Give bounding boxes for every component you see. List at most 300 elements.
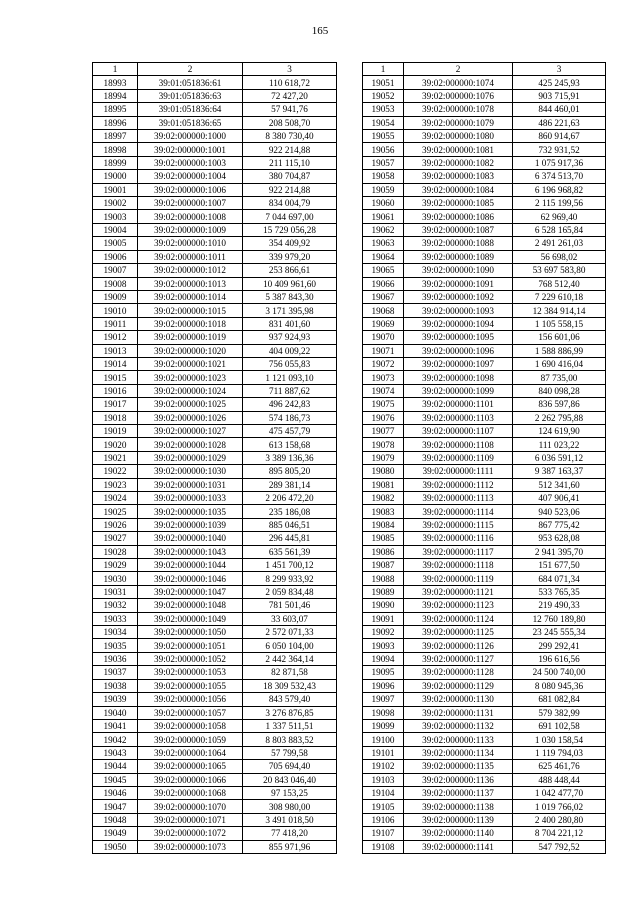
table-row bbox=[93, 130, 337, 143]
cell-cadastral-number: 39:02:000000:1028 bbox=[138, 438, 243, 451]
table-row bbox=[93, 693, 337, 706]
cell-number: 19077 bbox=[363, 424, 404, 437]
cell-value: 940 523,06 bbox=[513, 505, 606, 518]
cell-number: 19080 bbox=[363, 465, 404, 478]
cell-cadastral-number: 39:02:000000:1021 bbox=[138, 357, 243, 370]
cell-number: 19076 bbox=[363, 411, 404, 424]
cell-number: 19087 bbox=[363, 559, 404, 572]
cell-value: 1 690 416,04 bbox=[513, 357, 606, 370]
cell-value: 496 242,83 bbox=[243, 398, 337, 411]
cell-number: 19010 bbox=[93, 304, 138, 317]
table-row bbox=[93, 89, 337, 102]
cell-number: 19099 bbox=[363, 719, 404, 732]
cell-value: 613 158,68 bbox=[243, 438, 337, 451]
cell-cadastral-number: 39:02:000000:1121 bbox=[404, 585, 513, 598]
cell-number: 19086 bbox=[363, 545, 404, 558]
cell-number: 19020 bbox=[93, 438, 138, 451]
cell-cadastral-number: 39:02:000000:1071 bbox=[138, 813, 243, 826]
cell-number: 19061 bbox=[363, 210, 404, 223]
cell-value: 208 508,70 bbox=[243, 116, 337, 129]
cell-cadastral-number: 39:02:000000:1064 bbox=[138, 746, 243, 759]
table-row bbox=[363, 599, 606, 612]
cell-cadastral-number: 39:02:000000:1046 bbox=[138, 572, 243, 585]
cell-cadastral-number: 39:02:000000:1044 bbox=[138, 559, 243, 572]
cell-value: 253 866,61 bbox=[243, 264, 337, 277]
cell-value: 2 941 395,70 bbox=[513, 545, 606, 558]
cell-cadastral-number: 39:02:000000:1114 bbox=[404, 505, 513, 518]
cell-number: 19069 bbox=[363, 317, 404, 330]
cell-value: 756 055,83 bbox=[243, 357, 337, 370]
cell-number: 19000 bbox=[93, 170, 138, 183]
cell-number: 19024 bbox=[93, 492, 138, 505]
cell-number: 19058 bbox=[363, 170, 404, 183]
cell-value: 235 186,08 bbox=[243, 505, 337, 518]
cell-value: 2 442 364,14 bbox=[243, 652, 337, 665]
cell-cadastral-number: 39:02:000000:1079 bbox=[404, 116, 513, 129]
table-row bbox=[363, 800, 606, 813]
cell-number: 19047 bbox=[93, 800, 138, 813]
cell-cadastral-number: 39:01:051836:65 bbox=[138, 116, 243, 129]
cell-value: 8 803 883,52 bbox=[243, 733, 337, 746]
cell-number: 19101 bbox=[363, 746, 404, 759]
table-row bbox=[93, 465, 337, 478]
cell-cadastral-number: 39:01:051836:64 bbox=[138, 103, 243, 116]
cell-number: 19046 bbox=[93, 786, 138, 799]
table-row bbox=[363, 733, 606, 746]
cell-cadastral-number: 39:02:000000:1039 bbox=[138, 518, 243, 531]
cell-number: 19007 bbox=[93, 264, 138, 277]
cell-cadastral-number: 39:02:000000:1085 bbox=[404, 197, 513, 210]
table-row bbox=[93, 679, 337, 692]
table-row bbox=[93, 532, 337, 545]
table-row bbox=[93, 264, 337, 277]
cell-cadastral-number: 39:02:000000:1001 bbox=[138, 143, 243, 156]
table-row bbox=[363, 411, 606, 424]
cell-value: 732 931,52 bbox=[513, 143, 606, 156]
cell-cadastral-number: 39:02:000000:1047 bbox=[138, 585, 243, 598]
table-row bbox=[363, 572, 606, 585]
table-row bbox=[363, 264, 606, 277]
cell-cadastral-number: 39:02:000000:1003 bbox=[138, 156, 243, 169]
cell-cadastral-number: 39:02:000000:1027 bbox=[138, 424, 243, 437]
cell-cadastral-number: 39:02:000000:1023 bbox=[138, 371, 243, 384]
table-row bbox=[363, 666, 606, 679]
cell-cadastral-number: 39:02:000000:1040 bbox=[138, 532, 243, 545]
cell-number: 19096 bbox=[363, 679, 404, 692]
cell-cadastral-number: 39:02:000000:1020 bbox=[138, 344, 243, 357]
cell-number: 19008 bbox=[93, 277, 138, 290]
table-row bbox=[363, 532, 606, 545]
table-row bbox=[93, 290, 337, 303]
table-row bbox=[363, 639, 606, 652]
cell-number: 19027 bbox=[93, 532, 138, 545]
cell-cadastral-number: 39:02:000000:1093 bbox=[404, 304, 513, 317]
cell-number: 19067 bbox=[363, 290, 404, 303]
cell-number: 19090 bbox=[363, 599, 404, 612]
cell-cadastral-number: 39:02:000000:1123 bbox=[404, 599, 513, 612]
cell-number: 19012 bbox=[93, 331, 138, 344]
cell-number: 19108 bbox=[363, 840, 404, 853]
cell-number: 19070 bbox=[363, 331, 404, 344]
cell-cadastral-number: 39:02:000000:1092 bbox=[404, 290, 513, 303]
table-row bbox=[363, 116, 606, 129]
cell-cadastral-number: 39:02:000000:1011 bbox=[138, 250, 243, 263]
table-row bbox=[363, 518, 606, 531]
table-row bbox=[93, 451, 337, 464]
table-row bbox=[93, 786, 337, 799]
cell-value: 681 082,84 bbox=[513, 693, 606, 706]
cell-value: 339 979,20 bbox=[243, 250, 337, 263]
table-row bbox=[363, 492, 606, 505]
cell-value: 867 775,42 bbox=[513, 518, 606, 531]
cell-value: 57 799,58 bbox=[243, 746, 337, 759]
cell-value: 625 461,76 bbox=[513, 760, 606, 773]
table-row bbox=[363, 357, 606, 370]
cell-cadastral-number: 39:02:000000:1128 bbox=[404, 666, 513, 679]
cell-value: 2 059 834,48 bbox=[243, 585, 337, 598]
table-row bbox=[363, 827, 606, 840]
table-row bbox=[363, 183, 606, 196]
table-row bbox=[93, 639, 337, 652]
column-header-cadastral: 2 bbox=[404, 63, 513, 76]
cell-number: 19004 bbox=[93, 223, 138, 236]
table-row bbox=[93, 170, 337, 183]
cell-number: 19054 bbox=[363, 116, 404, 129]
cell-cadastral-number: 39:02:000000:1094 bbox=[404, 317, 513, 330]
cell-number: 19002 bbox=[93, 197, 138, 210]
cell-number: 19032 bbox=[93, 599, 138, 612]
cell-number: 19059 bbox=[363, 183, 404, 196]
cell-cadastral-number: 39:02:000000:1059 bbox=[138, 733, 243, 746]
cell-value: 6 528 165,84 bbox=[513, 223, 606, 236]
cell-number: 18994 bbox=[93, 89, 138, 102]
cell-cadastral-number: 39:02:000000:1012 bbox=[138, 264, 243, 277]
table-row bbox=[363, 250, 606, 263]
register-table-left bbox=[92, 62, 337, 854]
cell-number: 19019 bbox=[93, 424, 138, 437]
cell-value: 574 186,73 bbox=[243, 411, 337, 424]
cell-value: 860 914,67 bbox=[513, 130, 606, 143]
cell-cadastral-number: 39:02:000000:1068 bbox=[138, 786, 243, 799]
cell-value: 196 616,56 bbox=[513, 652, 606, 665]
cell-cadastral-number: 39:02:000000:1000 bbox=[138, 130, 243, 143]
table-row bbox=[93, 197, 337, 210]
cell-value: 6 050 104,00 bbox=[243, 639, 337, 652]
table-row bbox=[363, 438, 606, 451]
cell-cadastral-number: 39:02:000000:1048 bbox=[138, 599, 243, 612]
cell-number: 19043 bbox=[93, 746, 138, 759]
table-row bbox=[93, 424, 337, 437]
column-header-value: 3 bbox=[243, 63, 337, 76]
cell-cadastral-number: 39:02:000000:1125 bbox=[404, 626, 513, 639]
cell-cadastral-number: 39:02:000000:1112 bbox=[404, 478, 513, 491]
cell-number: 19075 bbox=[363, 398, 404, 411]
table-row bbox=[363, 746, 606, 759]
cell-cadastral-number: 39:02:000000:1043 bbox=[138, 545, 243, 558]
cell-number: 19062 bbox=[363, 223, 404, 236]
cell-cadastral-number: 39:02:000000:1008 bbox=[138, 210, 243, 223]
table-row bbox=[363, 398, 606, 411]
cell-number: 19045 bbox=[93, 773, 138, 786]
cell-number: 18996 bbox=[93, 116, 138, 129]
cell-number: 19031 bbox=[93, 585, 138, 598]
cell-value: 1 042 477,70 bbox=[513, 786, 606, 799]
cell-number: 19072 bbox=[363, 357, 404, 370]
cell-cadastral-number: 39:02:000000:1051 bbox=[138, 639, 243, 652]
cell-cadastral-number: 39:02:000000:1109 bbox=[404, 451, 513, 464]
table-row bbox=[363, 693, 606, 706]
table-row bbox=[93, 250, 337, 263]
cell-cadastral-number: 39:02:000000:1115 bbox=[404, 518, 513, 531]
cell-value: 922 214,88 bbox=[243, 143, 337, 156]
table-row bbox=[93, 612, 337, 625]
table-row bbox=[363, 210, 606, 223]
cell-cadastral-number: 39:02:000000:1135 bbox=[404, 760, 513, 773]
table-row bbox=[363, 170, 606, 183]
table-row bbox=[93, 478, 337, 491]
cell-number: 19065 bbox=[363, 264, 404, 277]
cell-cadastral-number: 39:02:000000:1024 bbox=[138, 384, 243, 397]
cell-cadastral-number: 39:02:000000:1116 bbox=[404, 532, 513, 545]
cell-number: 18995 bbox=[93, 103, 138, 116]
cell-number: 19093 bbox=[363, 639, 404, 652]
cell-number: 19035 bbox=[93, 639, 138, 652]
cell-number: 19050 bbox=[93, 840, 138, 853]
table-row bbox=[363, 290, 606, 303]
cell-value: 903 715,91 bbox=[513, 89, 606, 102]
cell-value: 15 729 056,28 bbox=[243, 223, 337, 236]
cell-value: 6 374 513,70 bbox=[513, 170, 606, 183]
cell-cadastral-number: 39:02:000000:1080 bbox=[404, 130, 513, 143]
cell-cadastral-number: 39:02:000000:1007 bbox=[138, 197, 243, 210]
cell-cadastral-number: 39:02:000000:1018 bbox=[138, 317, 243, 330]
table-row bbox=[93, 626, 337, 639]
table-row bbox=[93, 371, 337, 384]
cell-number: 19018 bbox=[93, 411, 138, 424]
cell-cadastral-number: 39:02:000000:1099 bbox=[404, 384, 513, 397]
table-row bbox=[363, 626, 606, 639]
cell-number: 19044 bbox=[93, 760, 138, 773]
cell-number: 19037 bbox=[93, 666, 138, 679]
table-row bbox=[363, 223, 606, 236]
table-row bbox=[93, 210, 337, 223]
table-row bbox=[93, 156, 337, 169]
cell-value: 486 221,63 bbox=[513, 116, 606, 129]
cell-cadastral-number: 39:02:000000:1033 bbox=[138, 492, 243, 505]
cell-cadastral-number: 39:02:000000:1138 bbox=[404, 800, 513, 813]
table-row bbox=[93, 331, 337, 344]
cell-cadastral-number: 39:02:000000:1031 bbox=[138, 478, 243, 491]
cell-cadastral-number: 39:02:000000:1074 bbox=[404, 76, 513, 89]
cell-cadastral-number: 39:02:000000:1141 bbox=[404, 840, 513, 853]
cell-number: 19094 bbox=[363, 652, 404, 665]
cell-value: 711 887,62 bbox=[243, 384, 337, 397]
cell-number: 19103 bbox=[363, 773, 404, 786]
cell-cadastral-number: 39:02:000000:1019 bbox=[138, 331, 243, 344]
cell-value: 7 044 697,00 bbox=[243, 210, 337, 223]
table-row bbox=[93, 706, 337, 719]
cell-number: 19006 bbox=[93, 250, 138, 263]
cell-number: 19016 bbox=[93, 384, 138, 397]
table-row bbox=[363, 197, 606, 210]
cell-number: 19056 bbox=[363, 143, 404, 156]
table-row bbox=[363, 559, 606, 572]
table-row bbox=[93, 773, 337, 786]
table-row bbox=[93, 652, 337, 665]
cell-value: 211 115,10 bbox=[243, 156, 337, 169]
cell-value: 9 387 163,37 bbox=[513, 465, 606, 478]
cell-value: 6 036 591,12 bbox=[513, 451, 606, 464]
table-row bbox=[363, 103, 606, 116]
cell-cadastral-number: 39:02:000000:1086 bbox=[404, 210, 513, 223]
table-row bbox=[93, 760, 337, 773]
cell-value: 843 579,40 bbox=[243, 693, 337, 706]
cell-cadastral-number: 39:02:000000:1004 bbox=[138, 170, 243, 183]
table-row bbox=[363, 706, 606, 719]
cell-cadastral-number: 39:02:000000:1066 bbox=[138, 773, 243, 786]
cell-value: 20 843 046,40 bbox=[243, 773, 337, 786]
cell-value: 684 071,34 bbox=[513, 572, 606, 585]
cell-cadastral-number: 39:02:000000:1052 bbox=[138, 652, 243, 665]
table-row bbox=[93, 666, 337, 679]
cell-value: 354 409,92 bbox=[243, 237, 337, 250]
cell-number: 19036 bbox=[93, 652, 138, 665]
cell-number: 19102 bbox=[363, 760, 404, 773]
cell-value: 475 457,79 bbox=[243, 424, 337, 437]
cell-value: 834 004,79 bbox=[243, 197, 337, 210]
cell-value: 1 337 511,51 bbox=[243, 719, 337, 732]
cell-cadastral-number: 39:02:000000:1029 bbox=[138, 451, 243, 464]
table-row bbox=[363, 451, 606, 464]
cell-number: 19025 bbox=[93, 505, 138, 518]
cell-cadastral-number: 39:02:000000:1131 bbox=[404, 706, 513, 719]
cell-number: 18993 bbox=[93, 76, 138, 89]
cell-value: 768 512,40 bbox=[513, 277, 606, 290]
table-row bbox=[93, 304, 337, 317]
table-row bbox=[93, 116, 337, 129]
cell-cadastral-number: 39:02:000000:1139 bbox=[404, 813, 513, 826]
table-row bbox=[93, 518, 337, 531]
table-row bbox=[363, 719, 606, 732]
cell-cadastral-number: 39:02:000000:1095 bbox=[404, 331, 513, 344]
table-row bbox=[93, 344, 337, 357]
cell-cadastral-number: 39:02:000000:1129 bbox=[404, 679, 513, 692]
cell-cadastral-number: 39:02:000000:1073 bbox=[138, 840, 243, 853]
cell-value: 53 697 583,80 bbox=[513, 264, 606, 277]
table-row bbox=[93, 411, 337, 424]
cell-value: 404 009,22 bbox=[243, 344, 337, 357]
table-row bbox=[363, 760, 606, 773]
cell-number: 19064 bbox=[363, 250, 404, 263]
cell-value: 953 628,08 bbox=[513, 532, 606, 545]
cell-value: 533 765,35 bbox=[513, 585, 606, 598]
cell-value: 10 409 961,60 bbox=[243, 277, 337, 290]
cell-value: 2 206 472,20 bbox=[243, 492, 337, 505]
table-row bbox=[93, 398, 337, 411]
cell-value: 299 292,41 bbox=[513, 639, 606, 652]
cell-value: 111 023,22 bbox=[513, 438, 606, 451]
cell-value: 3 276 876,85 bbox=[243, 706, 337, 719]
cell-number: 19060 bbox=[363, 197, 404, 210]
cell-value: 57 941,76 bbox=[243, 103, 337, 116]
cell-value: 1 030 158,54 bbox=[513, 733, 606, 746]
cell-cadastral-number: 39:02:000000:1030 bbox=[138, 465, 243, 478]
cell-value: 937 924,93 bbox=[243, 331, 337, 344]
cell-cadastral-number: 39:02:000000:1103 bbox=[404, 411, 513, 424]
cell-number: 19081 bbox=[363, 478, 404, 491]
cell-cadastral-number: 39:02:000000:1026 bbox=[138, 411, 243, 424]
cell-number: 19078 bbox=[363, 438, 404, 451]
cell-value: 1 588 886,99 bbox=[513, 344, 606, 357]
cell-value: 8 704 221,12 bbox=[513, 827, 606, 840]
table-row bbox=[363, 237, 606, 250]
cell-cadastral-number: 39:02:000000:1025 bbox=[138, 398, 243, 411]
column-header-value: 3 bbox=[513, 63, 606, 76]
cell-value: 781 501,46 bbox=[243, 599, 337, 612]
table-row bbox=[363, 505, 606, 518]
cell-value: 156 601,06 bbox=[513, 331, 606, 344]
cell-number: 19100 bbox=[363, 733, 404, 746]
cell-value: 635 561,39 bbox=[243, 545, 337, 558]
cell-cadastral-number: 39:02:000000:1013 bbox=[138, 277, 243, 290]
cell-number: 19079 bbox=[363, 451, 404, 464]
cell-number: 19040 bbox=[93, 706, 138, 719]
cell-number: 19022 bbox=[93, 465, 138, 478]
table-row bbox=[363, 344, 606, 357]
cell-value: 7 229 610,18 bbox=[513, 290, 606, 303]
table-row bbox=[363, 143, 606, 156]
cell-number: 19033 bbox=[93, 612, 138, 625]
cell-value: 2 572 071,33 bbox=[243, 626, 337, 639]
cell-value: 2 491 261,03 bbox=[513, 237, 606, 250]
cell-number: 19051 bbox=[363, 76, 404, 89]
cell-cadastral-number: 39:02:000000:1117 bbox=[404, 545, 513, 558]
cell-number: 19021 bbox=[93, 451, 138, 464]
cell-value: 3 171 395,98 bbox=[243, 304, 337, 317]
cell-value: 691 102,58 bbox=[513, 719, 606, 732]
cell-number: 19068 bbox=[363, 304, 404, 317]
cell-number: 19057 bbox=[363, 156, 404, 169]
cell-number: 19082 bbox=[363, 492, 404, 505]
cell-number: 19053 bbox=[363, 103, 404, 116]
cell-cadastral-number: 39:02:000000:1049 bbox=[138, 612, 243, 625]
table-row bbox=[93, 183, 337, 196]
table-row bbox=[363, 156, 606, 169]
table-row bbox=[363, 679, 606, 692]
table-row bbox=[363, 612, 606, 625]
cell-number: 19030 bbox=[93, 572, 138, 585]
cell-cadastral-number: 39:02:000000:1055 bbox=[138, 679, 243, 692]
cell-cadastral-number: 39:02:000000:1084 bbox=[404, 183, 513, 196]
cell-number: 19055 bbox=[363, 130, 404, 143]
cell-value: 18 309 532,43 bbox=[243, 679, 337, 692]
cell-cadastral-number: 39:02:000000:1140 bbox=[404, 827, 513, 840]
cell-cadastral-number: 39:02:000000:1076 bbox=[404, 89, 513, 102]
table-row bbox=[93, 505, 337, 518]
table-row bbox=[93, 585, 337, 598]
cell-number: 19089 bbox=[363, 585, 404, 598]
cell-value: 8 380 730,40 bbox=[243, 130, 337, 143]
cell-cadastral-number: 39:02:000000:1082 bbox=[404, 156, 513, 169]
cell-cadastral-number: 39:02:000000:1087 bbox=[404, 223, 513, 236]
cell-number: 19015 bbox=[93, 371, 138, 384]
cell-cadastral-number: 39:02:000000:1101 bbox=[404, 398, 513, 411]
cell-value: 23 245 555,34 bbox=[513, 626, 606, 639]
cell-number: 19026 bbox=[93, 518, 138, 531]
cell-number: 19001 bbox=[93, 183, 138, 196]
cell-value: 836 597,86 bbox=[513, 398, 606, 411]
table-row bbox=[93, 357, 337, 370]
